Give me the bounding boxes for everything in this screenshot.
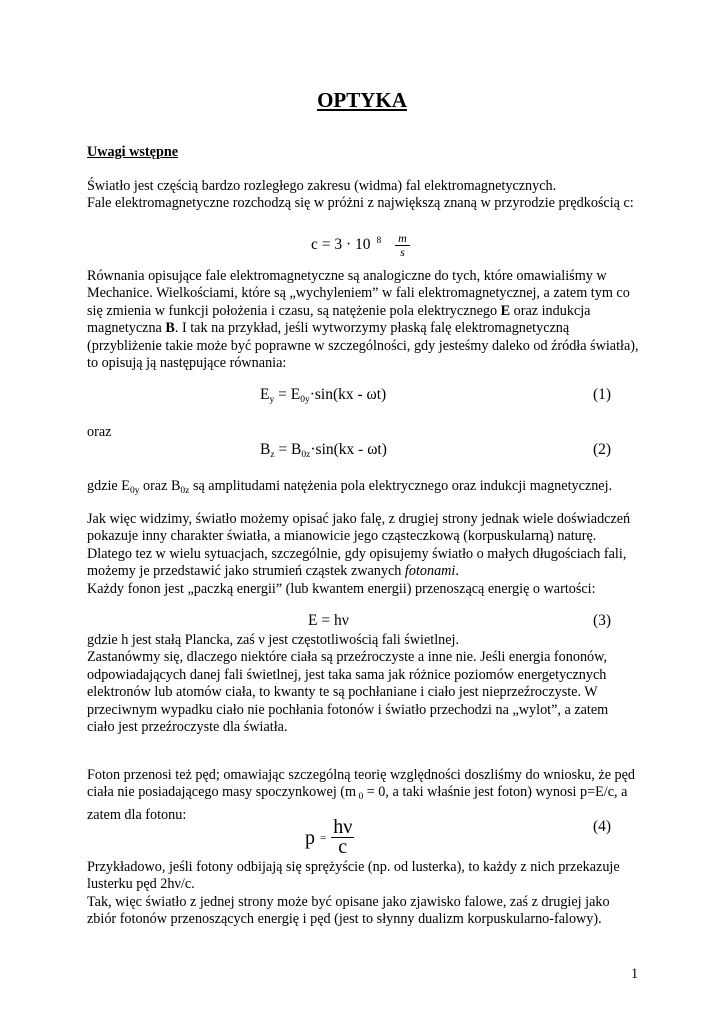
eq1-a: E — [260, 386, 270, 403]
oraz-label: oraz — [87, 424, 112, 440]
paragraph-mirror-example: Przykładowo, jeśli fotony odbijają się sprężyście (np. od lusterka), to każdy z nich przekazuje lusterku pęd 2hν/c. — [87, 859, 620, 893]
gdzie-s1: 0y — [129, 486, 140, 496]
section-heading: Uwagi wstępne — [87, 144, 179, 160]
equation-2-number: (2) — [593, 441, 612, 458]
eq1-b: = E — [274, 386, 301, 403]
paragraph-wave-equations-intro — [87, 268, 639, 372]
paragraph-wave-particle-duality: Tak, więc światło z jednej strony może być opisane jako zjawisko falowe, zaś z drugiej jako zbiór fotonów przenoszących energię i pęd (jest to słynny dualizm korpuskularno-falowy). — [87, 894, 610, 928]
equation-2 — [260, 441, 387, 460]
eq2-a-sub: z — [270, 450, 275, 460]
paragraph-photons — [87, 511, 639, 598]
paragraph-intro — [87, 178, 639, 213]
eq4-p: p — [305, 826, 315, 849]
equation-3: E = hν — [308, 612, 349, 629]
equation-1-number: (1) — [593, 386, 612, 403]
eq1-a-sub: y — [269, 395, 275, 405]
page-title: OPTYKA — [317, 88, 407, 112]
eq2-a: B — [260, 441, 271, 458]
paragraph-transparency — [87, 632, 639, 736]
eq1-c: ·sin(kx - ωt) — [309, 386, 387, 403]
para5-b: = 0, a taki właśnie jest foton) wynosi p=E/c, a zatem dla fotonu: — [87, 784, 628, 823]
intro-line-1: Światło jest częścią bardzo rozległego zakresu (widma) fal elektromagnetycznych. — [87, 178, 557, 194]
eq1-b-sub: 0y — [300, 395, 310, 405]
para5-sub: 0 — [356, 792, 364, 803]
eq2-b: = B — [274, 441, 302, 458]
speed-eq-unit-fraction — [395, 232, 410, 259]
para4-line1: gdzie h jest stałą Plancka, zaś ν jest częstotliwością fali świetlnej. — [87, 632, 460, 648]
speed-eq-lhs: c = 3 · 10 — [311, 236, 371, 254]
page-number: 1 — [631, 966, 639, 982]
eq4-fraction — [331, 818, 354, 857]
equation-1 — [260, 386, 386, 405]
equation-4 — [305, 818, 354, 857]
paragraph-momentum — [87, 767, 639, 824]
para3-end: . — [455, 563, 459, 580]
gdzie-t2: oraz B — [139, 478, 181, 494]
para4-text: Zastanówmy się, dlaczego niektóre ciała są przeźroczyste a inne nie. Jeśli energia fononów, odpowiadających danej fali świetlnej, jest taka sama jak różnice poziomów energetycznych elektronów lub atomów ciała, to kwanty te są pochłaniane i ciało jest nieprzeźroczyste. W przeciwnym wypadku ciało nie pochłania fotonów i światło przechodzi na „wylot”, a zatem ciało jest przeźroczyste dla światła. — [87, 649, 609, 736]
gdzie-t1: gdzie E — [87, 478, 130, 494]
symbol-E: E — [500, 302, 511, 319]
equation-4-number: (4) — [593, 818, 612, 835]
unit-numerator: m — [395, 232, 410, 246]
unit-denominator: s — [400, 245, 405, 259]
paragraph-amplitudes — [87, 478, 639, 500]
eq4-denominator: c — [338, 836, 348, 858]
para2-text: Równania opisujące fale elektromagnetyczne są analogiczne do tych, które omawialiśmy w Mechanice. Wielkościami, które są „wychyleniem” w fali elektromagnetycznej, a zatem tym co się zmienia w funkcji położenia i czasu, są natężenie pola elektrycznego — [87, 268, 630, 319]
para3-line2: Każdy fonon jest „paczką energii” (lub kwantem energii) przenoszącą energię o wartości: — [87, 580, 596, 597]
para3-main: Jak więc widzimy, światło możemy opisać jako falę, z drugiej strony jednak wiele doświadczeń pokazuje inny charakter światła, a mianowicie jego cząsteczkową (korpuskularną) naturę. Dlatego tez w wielu sytuacjach, szczególnie, gdy opisujemy światło o małych długościach fali, możemy je przedstawić jako strumień cząstek zwanych — [87, 511, 631, 580]
eq4-numerator: hν — [333, 816, 353, 838]
eq2-b-sub: 0z — [301, 450, 311, 460]
speed-of-light-equation — [311, 232, 410, 259]
para5-a: Foton przenosi też pęd; omawiając szczególną teorię względności doszliśmy do wniosku, że pęd ciała nie posiadającego masy spoczynkowej (m — [87, 767, 636, 801]
para2-mid: oraz indukcja magnetyczna — [87, 302, 591, 337]
para2-end: . I tak na przykład, jeśli wytworzymy płaską falę elektromagnetyczną (przybliżenie takie może być poprawne w szczególności, gdy jesteśmy daleko od źródła światła), to opisują ją następujące równania: — [87, 320, 639, 372]
symbol-B: B — [165, 320, 175, 337]
fotonami-term: fotonami — [404, 563, 456, 580]
gdzie-t3: są amplitudami natężenia pola elektrycznego oraz indukcji magnetycznej. — [189, 478, 613, 494]
eq4-equals: = — [320, 831, 327, 844]
gdzie-s2: 0z — [180, 486, 190, 496]
intro-line-2: Fale elektromagnetyczne rozchodzą się w próżni z największą znaną w przyrodzie prędkością c: — [87, 195, 634, 212]
equation-3-number: (3) — [593, 612, 612, 629]
eq2-c: ·sin(kx - ωt) — [310, 441, 387, 458]
speed-eq-exponent: 8 — [376, 235, 382, 246]
